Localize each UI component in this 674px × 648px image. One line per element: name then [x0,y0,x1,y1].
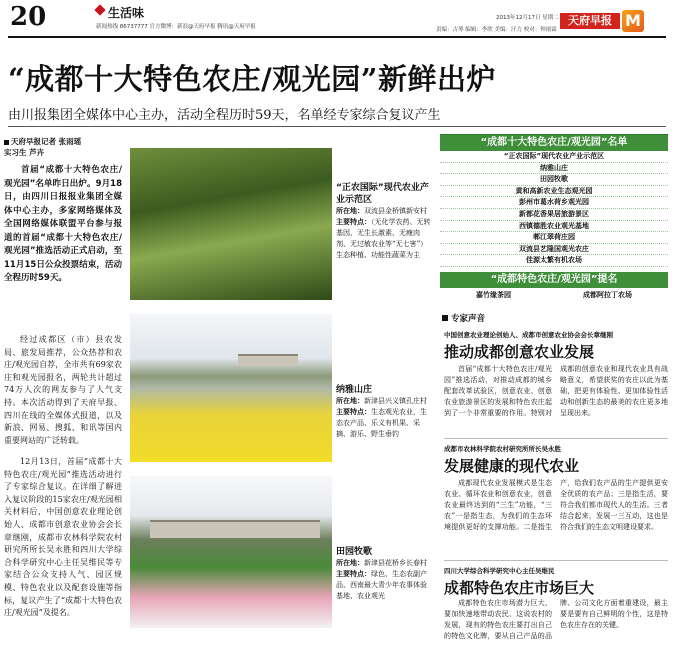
square-bullet-icon [4,140,9,145]
photo-naya-villa [130,314,332,462]
expert-kicker: 成都市农林科学院农村研究所所长吴永胜 [444,445,561,453]
nomination-row [440,290,668,300]
section-divider [444,560,668,561]
caption-title: “正农国际”现代农业产业示范区 [336,183,429,205]
list-item: “正农国际”现代农业产业示范区 [440,151,668,163]
photo-caption [336,546,432,602]
list-item: 郫江翠荷庄园 [440,232,668,244]
caption-location: 新津县花桥乡长春村 [364,559,427,567]
m-logo-icon: M [622,10,644,32]
headline: “成都十大特色农庄/观光园”新鲜出炉 [8,62,496,96]
caption-features: （无化学农药、无转基因、无生长激素、无瘦肉剂、无过敏农业等“无七害”）生态种植、功能性蔬菜为主 [336,218,431,259]
headline-rule [8,126,666,127]
caption-location: 新津县兴义镇孔庄村 [364,397,427,405]
photo-tianyuan-muge [130,476,332,628]
caption-location-label: 所在地： [336,207,364,215]
photo-caption [336,182,432,261]
byline-reporter: 天府早报记者 张雨瑶 [11,137,82,146]
header-rule [8,36,666,38]
page-header [0,0,674,36]
expert-body: 成都特色农庄市场潜力巨大，要加快速地带动农民、这说农村的发展，现有的特色农庄要打出自己的特色文化牌，要从自己产品的品牌、公司文化方面着重建设，最主要是要有自己鲜明的个性，这是特色农庄存在的关键。 [444,599,668,640]
caption-title: 田园牧歌 [336,547,373,557]
caption-features: 生态观光农业，生态农产品、乐义有机果、采摘、游乐、野生垂钓 [336,408,427,438]
byline [4,136,122,158]
caption-title: 纳雅山庄 [336,385,373,395]
header-date: 2013年12月17日 星期二 [496,15,559,21]
photo-greenhouse [150,520,320,538]
experts-heading [442,312,485,324]
header-hotline: 新闻热线 86737777 官方微博：新浪@天府早报 腾讯@天府早报 [96,24,256,30]
list-item: 双流县艺隆国观光农庄 [440,244,668,256]
body-paragraph: 12月13日，首届“成都十大特色农庄/观光园”推选活动进行了专家综合复议。在详细了解进入复议阶段的15家农庄/观光园相关材料后，中国创意农业理论创始人、成都市创意农业协会会长章继刚，成都市农林科学院农村研究所所长吴永胜和四川大学综合科学研究中心主任吴维民等专家结合公众支持人气、园区规模、特色农业以及配套设施等指标，复议产生了“成都十大特色农庄/观光园”及提名。 [4,457,122,618]
nomination-title: “成都特色农庄/观光园”提名 [440,272,668,288]
winners-list-title: “成都十大特色农庄/观光园”名单 [440,135,668,151]
expert-title: 发展健康的现代农业 [444,457,580,475]
experts-heading-label: 专家声音 [451,314,486,324]
expert-title: 推动成都创意农业发展 [444,343,595,361]
list-item: 西镇德胜农业观光基地 [440,221,668,233]
caption-location-label: 所在地： [336,559,364,567]
expert-kicker: 四川大学综合科学研究中心主任吴维民 [444,567,555,575]
byline-intern: 实习生 芦卉 [4,148,45,157]
lead-paragraph: 首届“成都十大特色农庄/观光园”名单昨日出炉。9月18日，由四川日报报业集团全媒体中心主办，多家网络媒体及全国网络媒体联盟平台参与报道的首届“成都十大特色农庄/观光园”推选活动正式启动，至11月15日公众投票结束，活动全程历时59天。 [4,165,122,283]
section-name: 生活味 [108,6,145,20]
photo-building [238,354,298,366]
masthead-logo: 天府早报 [560,13,620,29]
list-item: 彭州市葛水荷乡观光园 [440,197,668,209]
photo-zhengnong-vegetables [130,148,332,300]
caption-features: 绿色、生态农副产品、西南最大青少年农事体验基地、农业观光 [336,570,427,600]
expert-title: 成都特色农庄市场巨大 [444,579,595,597]
list-item: 黄和高新农业生态观光园 [440,186,668,198]
square-bullet-icon [442,315,448,321]
caption-features-label: 主要特点： [336,570,371,578]
list-item: 新都花香果居旅游景区 [440,209,668,221]
section-diamond-icon [94,4,105,15]
expert-body: 首届“成都十大特色农庄/观光园”推选活动，对推动成都的城乡配套改革试验区，创意农业、创意农业旅游景区的发展和特色农庄起到了一个非常重要的作用。特别对成都的创意农业和现代农业具有战略意义，希望获奖的农庄以此为基础，把更有体验性、更加体验性活动和创新生态的最美的农庄更多地呈现出来。 [444,365,668,417]
list-item: 田园牧歌 [440,174,668,186]
subheadline: 由川报集团全媒体中心主办，活动全程历时59天，名单经专家综合复议产生 [8,108,441,123]
expert-body: 成都现代农业发展模式是生态农业、循环农业和创意农业，创意农业最终达到的“三生”功能，“三农”一是指生态，为我们的生态环境提供更好的支撑功能。二是指生产，给我们农产品的生产提供更安全优质的农产品；三是指生活，要符合我们都市现代人的生活。三者结合起来，发展一三互动，这也是符合我们的生态文明建设要求。 [444,479,668,531]
nomination-item: 成都阿拉丁农场 [583,291,632,299]
nomination-item: 嘉竹缘茶园 [476,291,511,299]
list-item: 佳源太繁有机农场 [440,255,668,267]
body-paragraph: 经过成都区（市）县农发局、旅发局推荐，公众热荐和农庄/观光园自荐，全市共有69家农庄和观光园报名，两轮共计超过74万人次的网友参与了人气支持。本次活动得到了天府早报、四川在线的全媒体式报道，以及新浪、网易、搜狐、和讯等国内重要网站的广泛转载。 [4,335,122,445]
caption-features-label: 主要特点： [336,408,371,416]
section-divider [444,438,668,439]
caption-location: 双流县金桥镇新安村 [364,207,427,215]
photo-caption [336,384,432,440]
caption-features-label: 主要特点： [336,218,371,226]
page-number: 20 [10,2,47,32]
header-editors: 责编：古琴 编辑：李欣 美编：汗力 校对：钟雨霖 [436,27,557,33]
expert-kicker: 中国创意农业理论创始人、成都市创意农业协会会长章继刚 [444,331,613,339]
caption-location-label: 所在地： [336,397,364,405]
list-item: 纳雅山庄 [440,163,668,175]
